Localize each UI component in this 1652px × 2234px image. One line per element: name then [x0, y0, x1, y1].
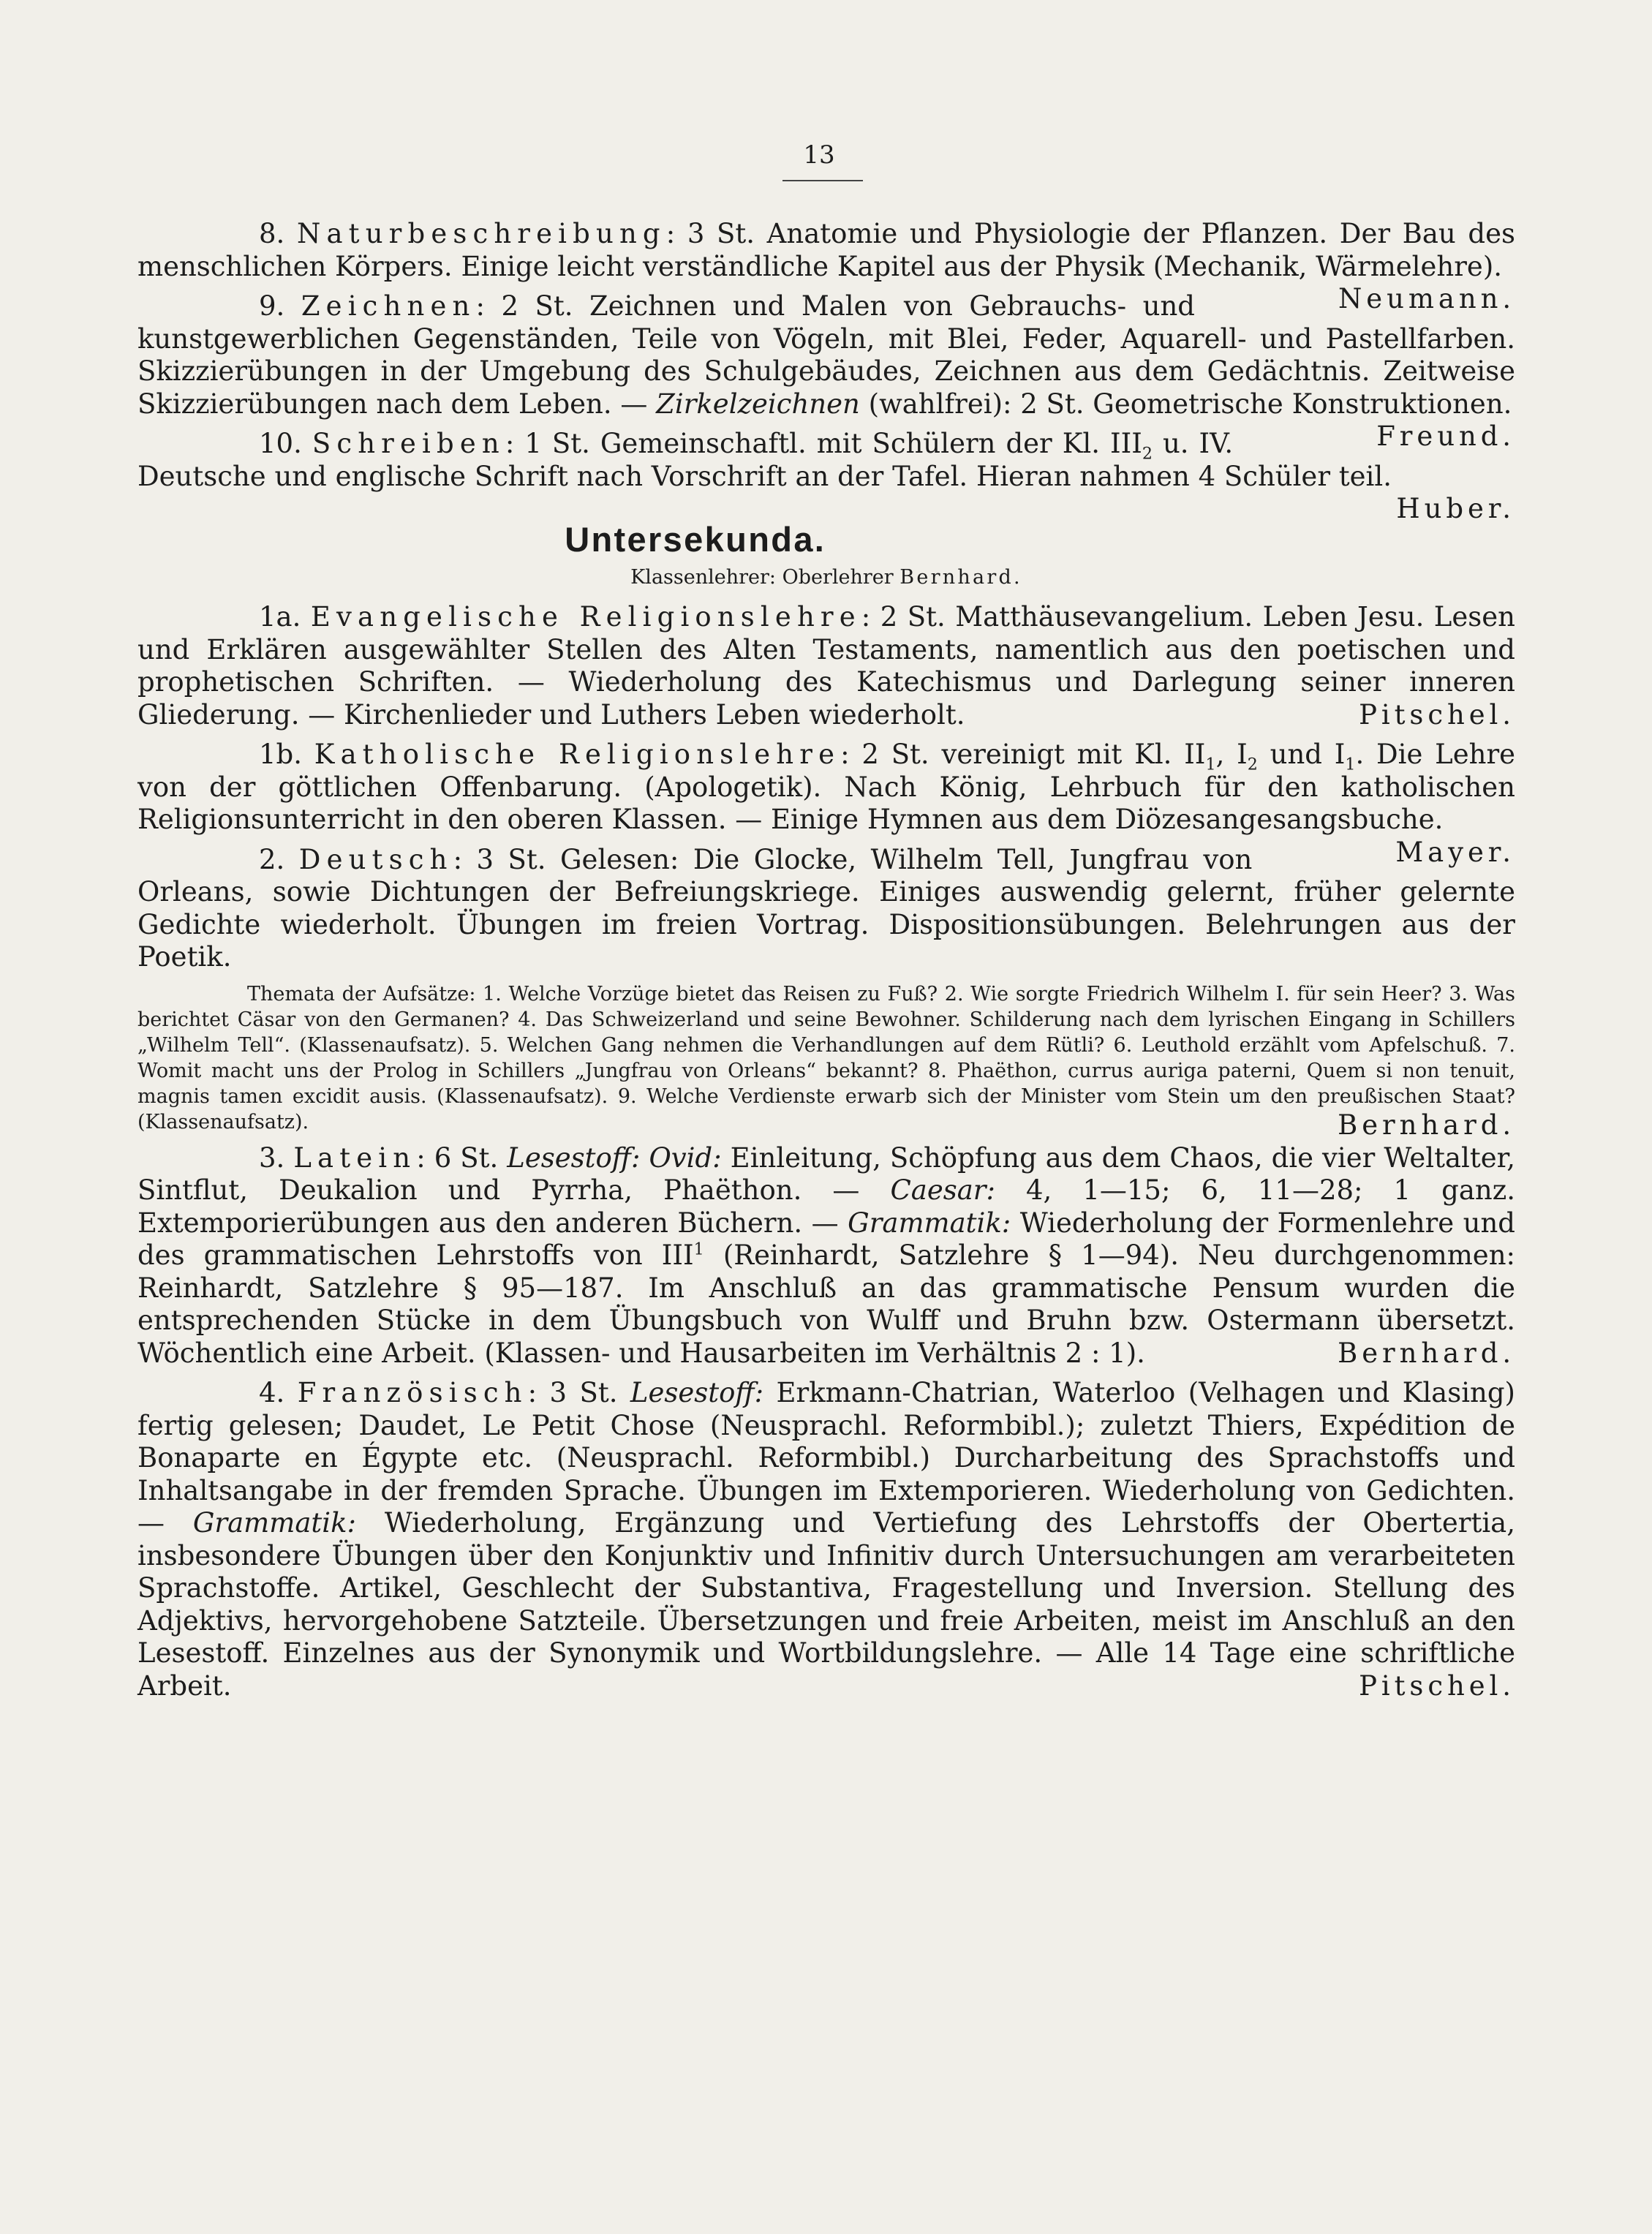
- section-naturbeschreibung: 8. Naturbeschreibung: 3 St. Anatomie und Physiologie der Pflanzen. Der Bau des menschlichen Körpers. Einige leicht verständliche Kapitel aus der Physik (Mechanik, Wärmelehre). Neumann.: [137, 218, 1515, 314]
- section-evangelische-religion: 1a. Evangelische Religionslehre: 2 St. Matthäusevangelium. Leben Jesu. Lesen und Erklären ausgewählter Stellen des Alten Testaments, namentlich aus den poetischen und prophetischen Schriften. — Wiederholung des Katechismus und Darlegung seiner inneren Gliederung. — Kirchenlieder und Luthers Leben wiederholt. Pitschel.: [137, 601, 1515, 731]
- teacher-signature: Neumann.: [1338, 283, 1515, 314]
- class-teacher-line: Klassenlehrer: Oberlehrer Bernhard.: [630, 566, 1022, 589]
- subject-title: Evangelische Religionslehre: [310, 601, 861, 633]
- subject-title: Latein: [293, 1141, 417, 1174]
- subject-title: Zeichnen: [301, 290, 476, 322]
- subject-title: Schreiben: [312, 428, 505, 459]
- page-number-rule: [782, 180, 863, 181]
- section-zeichnen: 9. Zeichnen: 2 St. Zeichnen und Malen von Gebrauchs- und kunstgewerblichen Gegenständen, Teile von Vögeln, mit Blei, Feder, Aquarell- und Pastellfarben. Skizzierübungen in der Umgebung des Schulgebäudes, Zeichnen aus dem Gedächtnis. Zeitweise Skizzierübungen nach dem Leben. — Zirkelzeichnen (wahlfrei): 2 St. Geometrische Konstruktionen. Freund.: [137, 290, 1515, 452]
- section-franzoesisch: 4. Französisch: 3 St. Lesestoff: Erkmann-Chatrian, Waterloo (Velhagen und Klasing) fertig gelesen; Daudet, Le Petit Chose (Neusprachl. Reformbibl.); zuletzt Thiers, Expédition de Bonaparte en Égypte etc. (Neusprachl. Reformbibl.) Durcharbeitung des Sprachstoffs und Inhaltsangabe in der fremden Sprache. Übungen im Extemporieren. Wiederholung von Gedichten. — Grammatik: Wiederholung, Ergänzung und Vertiefung des Lehrstoffs der Obertertia, insbesondere Übungen über den Konjunktiv und Infinitiv durch Untersuchungen am verarbeiteten Sprachstoffe. Artikel, Geschlecht der Substantiva, Fragestellung und Inversion. Stellung des Adjektivs, hervorgehobene Satzteile. Übersetzungen und freie Arbeiten, meist im Anschluß an den Lesestoff. Einzelnes aus der Synonymik und Wortbildungslehre. — Alle 14 Tage eine schriftliche Arbeit. Pitschel.: [137, 1377, 1515, 1702]
- teacher-signature: Huber.: [1396, 493, 1515, 524]
- essay-themes: Themata der Aufsätze: 1. Welche Vorzüge bietet das Reisen zu Fuß? 2. Wie sorgte Friedrich Wilhelm I. für sein Heer? 3. Was berichtet Cäsar von den Germanen? 4. Das Schweizerland und seine Bewohner. Schilderung nach dem lyrischen Eingang in Schillers „Wilhelm Tell“. (Klassenaufsatz). 5. Welchen Gang nehmen die Verhandlungen auf dem Rütli? 6. Leuthold erzählt vom Apfelschuß. 7. Womit macht uns der Prolog in Schillers „Jungfrau von Orleans“ bekannt? 8. Phaëthon, currus auriga paterni, Quem si non tenuit, magnis tamen excidit ausis. (Klassenaufsatz). 9. Welche Verdienste erwarb sich der Minister vom Stein um den preußischen Staat? (Klassenaufsatz). Bernhard.: [137, 982, 1515, 1141]
- section-katholische-religion: 1b. Katholische Religionslehre: 2 St. vereinigt mit Kl. $II_1$, $I_2$ und $I_1$. Die Lehre von der göttlichen Offenbarung. (Apologetik). Nach König, Lehrbuch für den katholischen Religionsunterricht in den oberen Klassen. — Einige Hymnen aus dem Diözesangesangsbuche. Mayer.: [137, 739, 1516, 868]
- teacher-signature: Freund.: [1376, 420, 1515, 452]
- subject-title: Französisch: [297, 1377, 528, 1408]
- subject-title: Deutsch: [298, 843, 453, 875]
- section-schreiben: 10. Schreiben: 1 St. Gemeinschaftl. mit Schülern der Kl. $III_2$ u. IV. Deutsche und englische Schrift nach Vorschrift an der Tafel. Hieran nahmen 4 Schüler teil. Huber.: [137, 428, 1515, 524]
- teacher-signature: Bernhard.: [1338, 1109, 1515, 1141]
- section-deutsch: 2. Deutsch: 3 St. Gelesen: Die Glocke, Wilhelm Tell, Jungfrau von Orleans, sowie Dichtungen der Befreiungskriege. Einiges auswendig gelernt, früher gelernte Gedichte wiederholt. Übungen im freien Vortrag. Dispositionsübungen. Belehrungen aus der Poetik.: [137, 843, 1515, 973]
- teacher-signature: Pitschel.: [1359, 698, 1515, 731]
- teacher-signature: Pitschel.: [1359, 1669, 1515, 1702]
- class-heading: Untersekunda.: [565, 520, 826, 559]
- subject-title: Naturbeschreibung: [296, 218, 666, 249]
- teacher-signature: Mayer.: [1395, 836, 1515, 868]
- page-content: [137, 218, 1515, 1702]
- section-latein: 3. Latein: 6 St. Lesestoff: Ovid: Einleitung, Schöpfung aus dem Chaos, die vier Weltalter, Sintflut, Deukalion und Pyrrha, Phaëthon. — Caesar: 4, 1—15; 6, 11—28; 1 ganz. Extemporierübungen aus den anderen Büchern. — Grammatik: Wiederholung der Formenlehre und des grammatischen Lehrstoffs von III$^1$ (Reinhardt, Satzlehre § 1—94). Neu durchgenommen: Reinhardt, Satzlehre § 95—187. Im Anschluß an das grammatische Pensum wurden die entsprechenden Stücke in dem Übungsbuch von Wulff und Bruhn bzw. Ostermann übersetzt. Wöchentlich eine Arbeit. (Klassen- und Hausarbeiten im Verhältnis 2 : 1). Bernhard.: [137, 1141, 1515, 1369]
- subject-title: Katholische Religionslehre: [314, 739, 841, 770]
- teacher-signature: Bernhard.: [1338, 1337, 1515, 1369]
- page-number: 13: [803, 140, 835, 170]
